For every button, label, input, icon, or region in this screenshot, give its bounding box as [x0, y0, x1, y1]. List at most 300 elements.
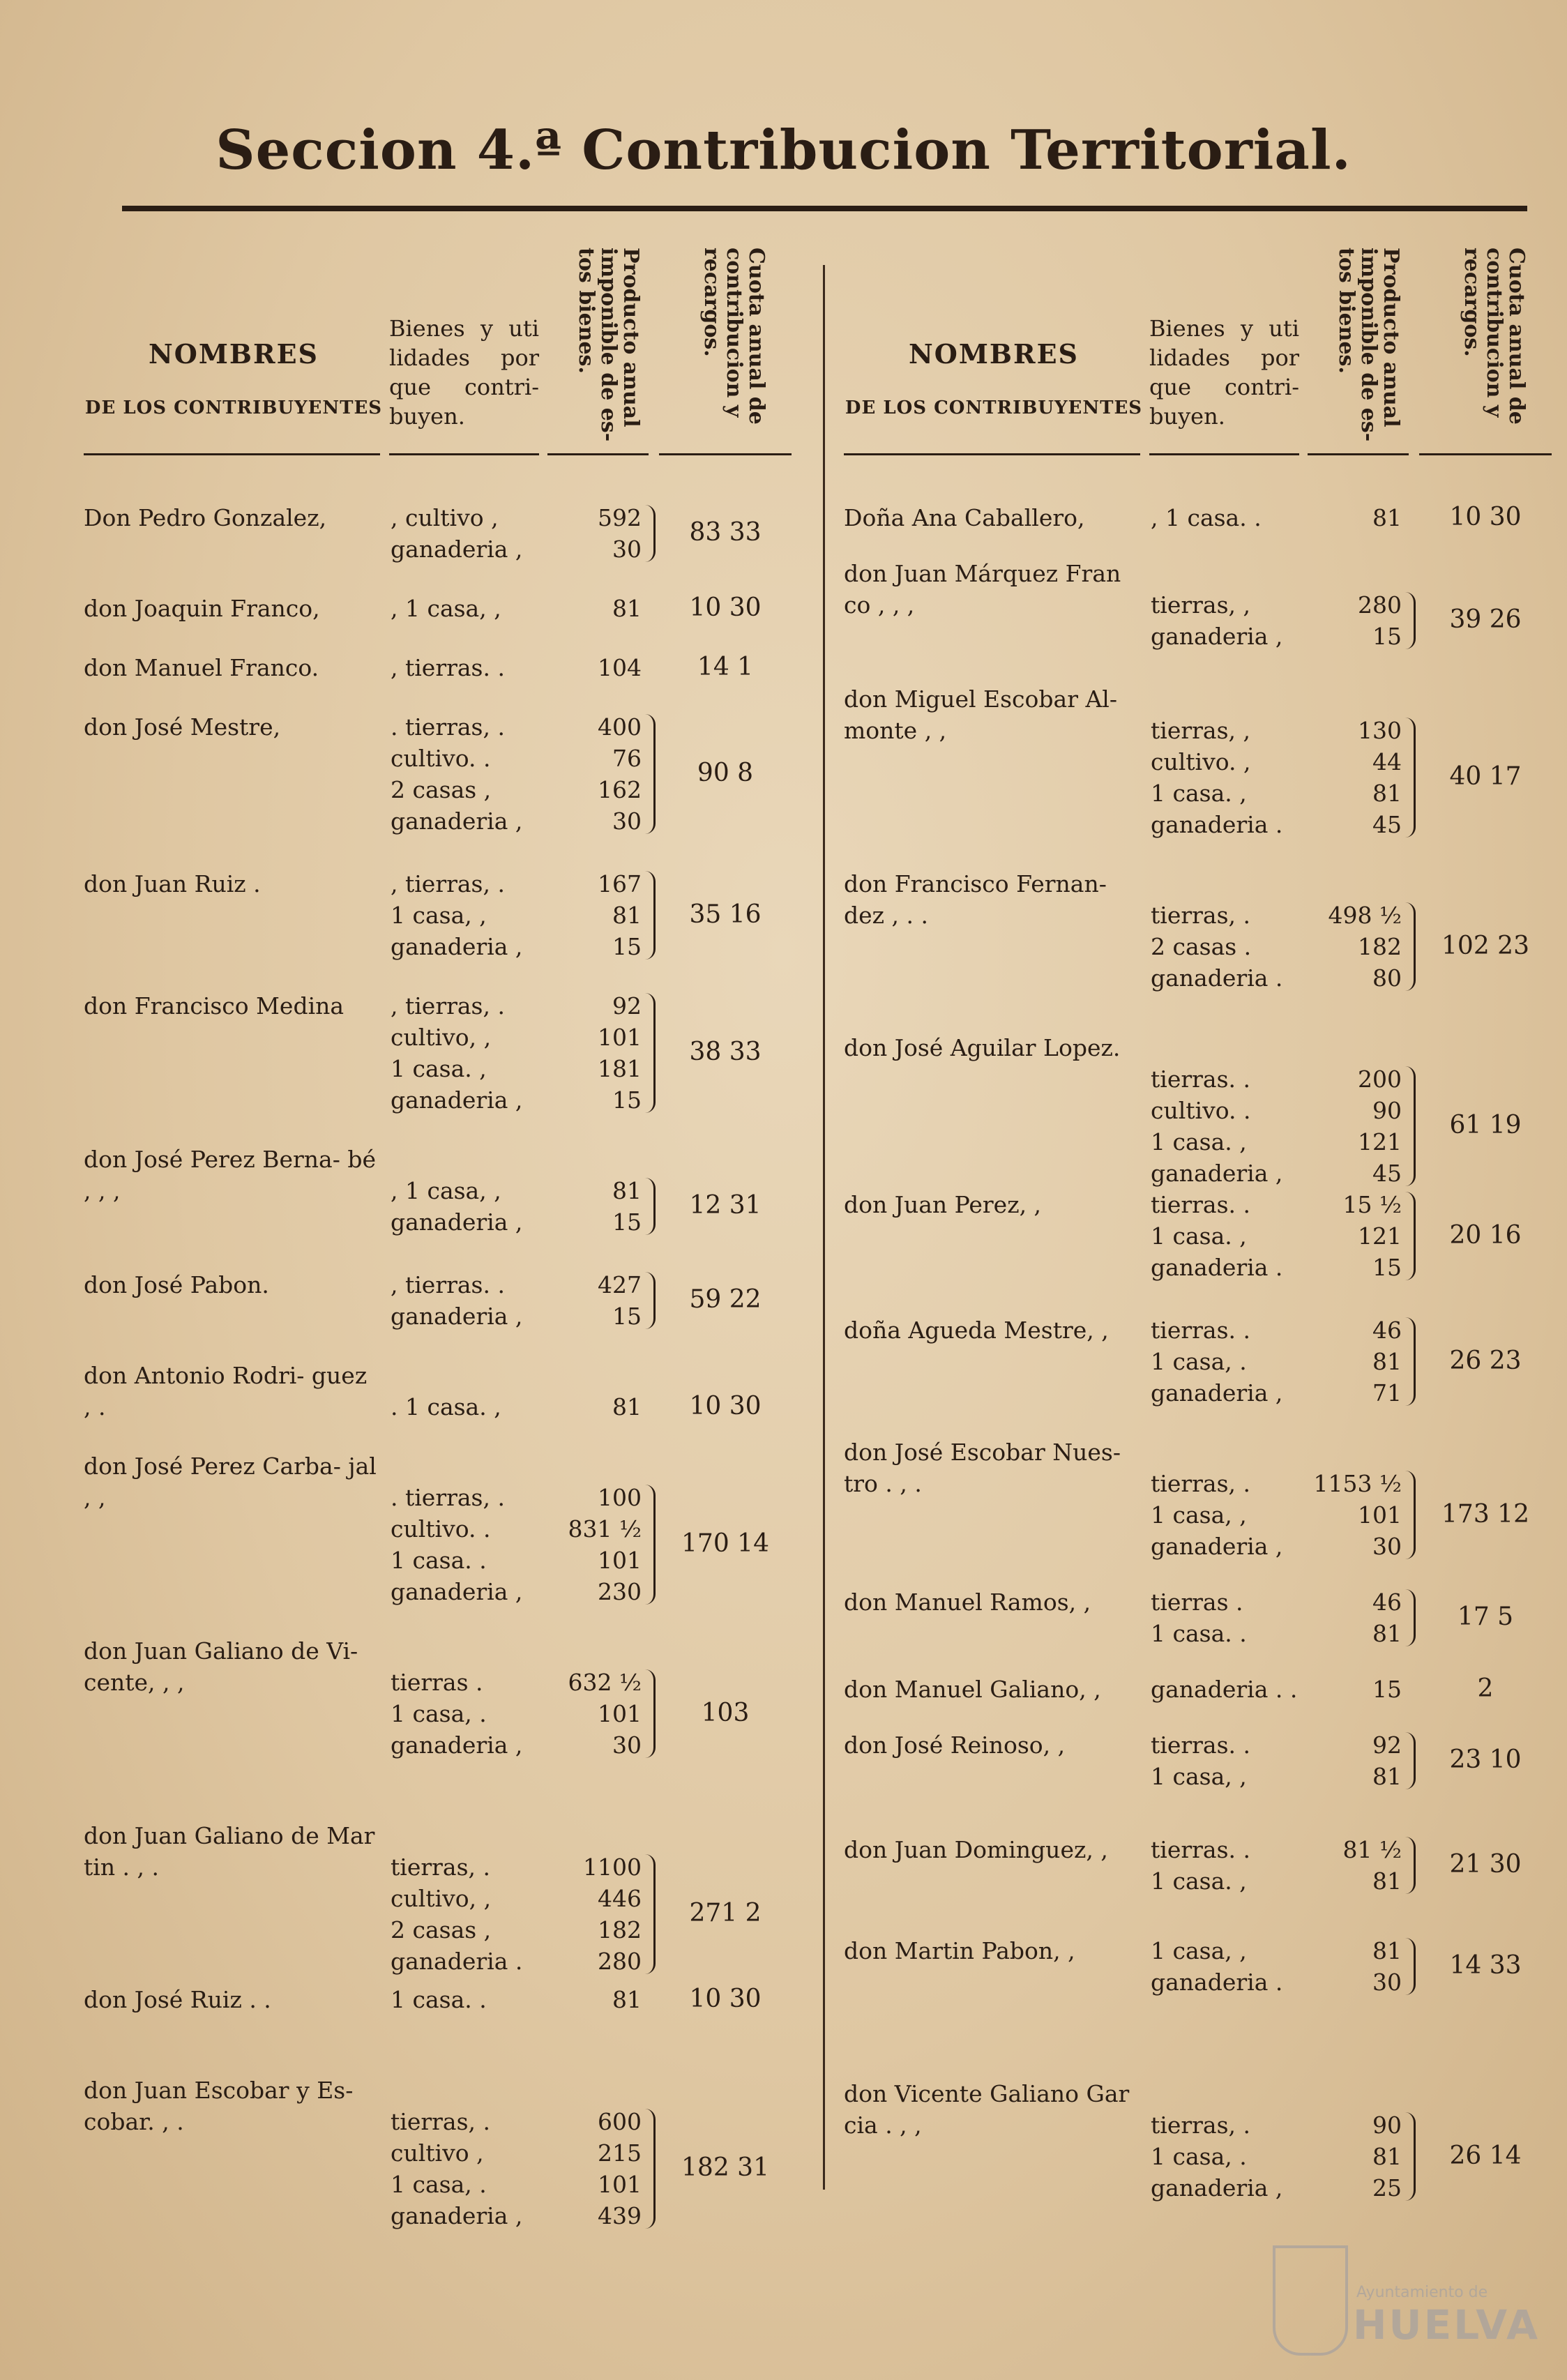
- header-rule: [659, 453, 792, 455]
- contributor-name: don Juan Galiano de Vi- cente, , ,: [84, 1637, 358, 1696]
- annual-quota: 14 33: [1449, 1951, 1522, 1980]
- property-item: [1151, 1063, 1402, 1095]
- header-names-subtitle: DE LOS CONTRIBUYENTES: [845, 397, 1143, 418]
- property-value: 181: [598, 1055, 642, 1082]
- property-value: 215: [598, 2139, 642, 2167]
- property-label: ganaderia ,: [391, 1303, 523, 1330]
- contributor-name: don Juan Márquez Fran co , , ,: [844, 560, 1121, 619]
- contributor-name: don Francisco Fernan- dez , . .: [844, 870, 1107, 929]
- annual-quota: 12 31: [689, 1191, 762, 1220]
- group-brace: [645, 505, 656, 562]
- property-value: 90: [1372, 2112, 1402, 2139]
- property-value: 280: [598, 1948, 642, 1975]
- group-brace: [1405, 1938, 1416, 1995]
- property-item: [391, 2106, 642, 2137]
- property-value: 81: [612, 902, 642, 929]
- property-value: 30: [612, 1731, 642, 1759]
- property-item: [1151, 1220, 1402, 1252]
- property-label: ganaderia ,: [391, 933, 523, 960]
- property-value: 81: [1372, 1867, 1402, 1895]
- property-label: ganaderia ,: [1151, 623, 1283, 650]
- property-item: [1151, 2172, 1402, 2204]
- contributor-name: don Manuel Ramos, ,: [844, 1589, 1091, 1616]
- property-label: 1 casa. ,: [1151, 1128, 1247, 1155]
- property-item: [391, 1984, 642, 2015]
- annual-quota: 26 23: [1449, 1346, 1522, 1375]
- property-label: ganaderia .: [391, 1948, 523, 1975]
- annual-quota: 103: [701, 1698, 750, 1727]
- annual-quota: 59 22: [689, 1285, 762, 1314]
- left-column: [84, 220, 795, 2229]
- group-brace: [1405, 718, 1416, 837]
- property-item: [1151, 809, 1402, 840]
- property-value: 600: [598, 2108, 642, 2135]
- property-label: tierras. .: [1151, 1731, 1250, 1759]
- property-value: 46: [1372, 1589, 1402, 1616]
- property-item: [1151, 589, 1402, 621]
- property-value: 81: [1372, 1763, 1402, 1790]
- property-item: [391, 805, 642, 837]
- property-item: [1151, 746, 1402, 778]
- property-value: 400: [598, 713, 642, 741]
- property-label: cultivo, ,: [391, 1885, 492, 1912]
- property-item: [1151, 778, 1402, 809]
- property-label: 1 casa. .: [391, 1547, 487, 1574]
- property-value: 101: [598, 1547, 642, 1574]
- header-producto: Producto anual imponible de es- tos bienes.: [574, 248, 643, 442]
- group-brace: [645, 1272, 656, 1329]
- property-item: [1151, 715, 1402, 746]
- property-item: [391, 1914, 642, 1946]
- property-items: [1151, 589, 1402, 652]
- property-items: [1151, 1729, 1402, 1792]
- property-label: , tierras, .: [391, 870, 505, 897]
- property-item: [1151, 900, 1402, 931]
- property-label: ganaderia . .: [1151, 1676, 1298, 1703]
- property-item: [391, 1698, 642, 1729]
- property-value: 101: [598, 1700, 642, 1727]
- property-items: [391, 1269, 642, 1332]
- property-items: [1151, 1468, 1402, 1562]
- property-label: tierras, .: [391, 1854, 490, 1881]
- contributor-name: don Miguel Escobar Al- monte , ,: [844, 685, 1118, 744]
- property-value: 30: [1372, 1969, 1402, 1996]
- property-value: 81: [1372, 1348, 1402, 1375]
- property-items: [391, 1175, 642, 1238]
- contributor-name: don Martin Pabon, ,: [844, 1937, 1075, 1964]
- property-value: 15: [612, 1086, 642, 1114]
- header-names-subtitle: DE LOS CONTRIBUYENTES: [84, 397, 383, 418]
- property-value: 81: [1372, 2143, 1402, 2170]
- property-item: [391, 1084, 642, 1116]
- property-label: , 1 casa, ,: [391, 595, 501, 622]
- property-item: [1151, 1377, 1402, 1409]
- property-value: 498 ½: [1328, 902, 1402, 929]
- annual-quota: 21 30: [1449, 1850, 1522, 1879]
- property-item: [391, 593, 642, 624]
- annual-quota: 20 16: [1449, 1220, 1522, 1250]
- annual-quota: 102 23: [1441, 931, 1529, 960]
- property-label: ganaderia ,: [391, 808, 523, 835]
- property-items: [1151, 1063, 1402, 1189]
- property-value: 15: [612, 933, 642, 960]
- property-item: [1151, 1935, 1402, 1966]
- property-value: 30: [612, 808, 642, 835]
- property-item: [1151, 1966, 1402, 1998]
- property-label: 1 casa, ,: [391, 902, 487, 929]
- property-items: [391, 1482, 642, 1607]
- annual-quota: 10 30: [689, 1984, 762, 2013]
- property-value: 92: [612, 992, 642, 1020]
- group-brace: [645, 1854, 656, 1974]
- annual-quota: 38 33: [689, 1038, 762, 1066]
- annual-quota: 10 30: [689, 593, 762, 622]
- header-rule: [1308, 453, 1409, 455]
- contributor-name: don José Perez Carba- jal , ,: [84, 1453, 377, 1511]
- header-rule: [547, 453, 649, 455]
- property-label: ganaderia ,: [391, 536, 523, 563]
- property-label: ganaderia .: [1151, 1969, 1283, 1996]
- property-label: ganaderia .: [1151, 964, 1283, 992]
- property-label: 1 casa, ,: [1151, 1937, 1247, 1964]
- huelva-logo: [1273, 2245, 1540, 2360]
- property-label: , cultivo ,: [391, 504, 499, 531]
- property-label: 1 casa, ,: [1151, 1501, 1247, 1529]
- group-brace: [645, 1178, 656, 1235]
- property-item: [1151, 931, 1402, 962]
- header-names: [84, 338, 384, 418]
- property-item: [1151, 1618, 1402, 1649]
- property-item: [391, 652, 642, 683]
- property-label: tierras. .: [1151, 1836, 1250, 1863]
- contributor-name: don Juan Ruiz .: [84, 870, 261, 897]
- property-item: [1151, 1468, 1402, 1499]
- property-item: [391, 743, 642, 774]
- property-value: 80: [1372, 964, 1402, 992]
- property-items: [1151, 1314, 1402, 1409]
- group-brace: [1405, 1589, 1416, 1646]
- property-item: [391, 900, 642, 931]
- property-value: 71: [1372, 1379, 1402, 1407]
- property-label: ganaderia ,: [391, 2202, 523, 2229]
- annual-quota: 26 14: [1449, 2141, 1522, 2170]
- property-value: 280: [1358, 591, 1402, 619]
- property-value: 15: [1372, 1676, 1402, 1703]
- contributor-name: don Francisco Medina: [84, 992, 345, 1020]
- property-label: 1 casa, .: [391, 1700, 487, 1727]
- property-value: 81: [1372, 780, 1402, 807]
- property-label: tierras .: [1151, 1589, 1243, 1616]
- property-label: ganaderia ,: [1151, 1533, 1283, 1560]
- property-label: ganaderia ,: [391, 1731, 523, 1759]
- contributor-name: don Juan Escobar y Es- cobar. , .: [84, 2077, 354, 2135]
- property-items: [1151, 502, 1402, 533]
- annual-quota: 17 5: [1457, 1602, 1514, 1631]
- property-items: [391, 652, 642, 683]
- property-items: [1151, 1586, 1402, 1649]
- property-items: [1151, 1834, 1402, 1897]
- contributor-name: don Juan Perez, ,: [844, 1191, 1042, 1218]
- header-rule: [1419, 453, 1552, 455]
- property-label: . tierras, .: [391, 713, 505, 741]
- property-label: cultivo, ,: [391, 1024, 492, 1051]
- property-value: 81: [1372, 1937, 1402, 1964]
- property-value: 81: [612, 1177, 642, 1204]
- property-items: [391, 593, 642, 624]
- property-item: [1151, 1095, 1402, 1126]
- property-item: [391, 1667, 642, 1698]
- annual-quota: 39 26: [1449, 605, 1522, 634]
- property-item: [1151, 1346, 1402, 1377]
- group-brace: [1405, 1471, 1416, 1559]
- property-items: [391, 868, 642, 962]
- property-value: 592: [598, 504, 642, 531]
- huelva-shield-icon: [1273, 2245, 1348, 2356]
- property-value: 45: [1372, 1160, 1402, 1187]
- property-label: 1 casa, .: [391, 2171, 487, 2198]
- contributor-name: don José Ruiz . .: [84, 1986, 271, 2013]
- contributor-name: don Juan Dominguez, ,: [844, 1836, 1108, 1863]
- property-item: [391, 1391, 642, 1423]
- property-item: [391, 1206, 642, 1238]
- property-label: 1 casa. .: [1151, 1620, 1247, 1647]
- property-item: [1151, 2109, 1402, 2141]
- property-label: , tierras. .: [391, 1271, 505, 1298]
- property-items: [391, 2106, 642, 2231]
- property-item: [391, 1053, 642, 1084]
- property-value: 182: [1358, 933, 1402, 960]
- property-items: [1151, 900, 1402, 994]
- property-label: 2 casas ,: [391, 1916, 492, 1943]
- property-item: [1151, 1729, 1402, 1761]
- property-item: [391, 774, 642, 805]
- property-item: [1151, 1761, 1402, 1792]
- property-value: 15: [1372, 1254, 1402, 1281]
- property-item: [391, 868, 642, 900]
- property-label: tierras. .: [1151, 1191, 1250, 1218]
- property-item: [1151, 1531, 1402, 1562]
- property-items: [391, 1851, 642, 1977]
- annual-quota: 23 10: [1449, 1745, 1522, 1774]
- property-label: cultivo. .: [1151, 1097, 1251, 1124]
- property-label: , 1 casa. .: [1151, 504, 1262, 531]
- header-bienes: Bienes y uti lidades por que contri- buyen.: [389, 315, 539, 430]
- property-label: tierras, .: [1151, 1470, 1250, 1497]
- property-item: [1151, 1126, 1402, 1158]
- property-label: tierras .: [391, 1669, 483, 1696]
- property-value: 427: [598, 1271, 642, 1298]
- property-label: ganaderia ,: [1151, 2174, 1283, 2201]
- property-value: 100: [598, 1484, 642, 1511]
- property-item: [391, 1022, 642, 1053]
- property-value: 15: [1372, 623, 1402, 650]
- property-items: [391, 711, 642, 837]
- contributor-name: don José Perez Berna- bé , , ,: [84, 1146, 376, 1204]
- property-label: tierras. .: [1151, 1066, 1250, 1093]
- annual-quota: 10 30: [1449, 502, 1522, 531]
- property-item: [391, 533, 642, 565]
- annual-quota: 40 17: [1449, 762, 1522, 791]
- property-label: tierras. .: [1151, 1317, 1250, 1344]
- contributor-name: don Antonio Rodri- guez , .: [84, 1362, 368, 1420]
- property-item: [391, 990, 642, 1022]
- property-item: [1151, 962, 1402, 994]
- contributor-name: don Manuel Franco.: [84, 654, 319, 681]
- property-item: [391, 1576, 642, 1607]
- annual-quota: 271 2: [689, 1899, 762, 1927]
- property-item: [1151, 1314, 1402, 1346]
- property-item: [391, 1545, 642, 1576]
- property-value: 130: [1358, 717, 1402, 744]
- property-value: 1100: [583, 1854, 642, 1881]
- property-value: 101: [598, 1024, 642, 1051]
- property-label: tierras, .: [1151, 2112, 1250, 2139]
- annual-quota: 14 1: [697, 652, 754, 681]
- property-items: [391, 1984, 642, 2015]
- property-label: 2 casas ,: [391, 776, 492, 803]
- group-brace: [645, 714, 656, 834]
- property-label: ganaderia ,: [391, 1086, 523, 1114]
- header-producto: Producto anual imponible de es- tos bienes.: [1334, 248, 1403, 442]
- property-value: 30: [612, 536, 642, 563]
- property-item: [1151, 1586, 1402, 1618]
- property-item: [391, 2169, 642, 2200]
- property-label: tierras, .: [1151, 902, 1250, 929]
- page-title: Seccion 4.ª Contribucion Territorial.: [215, 119, 1352, 182]
- property-value: 46: [1372, 1317, 1402, 1344]
- property-label: ganaderia ,: [1151, 1160, 1283, 1187]
- property-value: 101: [1358, 1501, 1402, 1529]
- property-label: cultivo ,: [391, 2139, 484, 2167]
- header-rule: [844, 453, 1140, 455]
- property-value: 81: [1372, 1620, 1402, 1647]
- property-value: 162: [598, 776, 642, 803]
- group-brace: [1405, 2112, 1416, 2201]
- contributor-name: don José Pabon.: [84, 1271, 269, 1298]
- annual-quota: 2: [1477, 1674, 1494, 1703]
- logo-small-text: Ayuntamiento de: [1356, 2284, 1488, 2301]
- property-label: ganaderia .: [1151, 811, 1283, 838]
- property-label: ganaderia .: [1151, 1254, 1283, 1281]
- group-brace: [645, 871, 656, 960]
- annual-quota: 83 33: [689, 518, 762, 547]
- annual-quota: 182 31: [681, 2153, 769, 2182]
- property-item: [391, 502, 642, 533]
- property-item: [391, 2200, 642, 2231]
- property-value: 121: [1358, 1128, 1402, 1155]
- title-rule: [122, 206, 1527, 211]
- property-item: [391, 1883, 642, 1914]
- property-item: [1151, 1499, 1402, 1531]
- property-value: 182: [598, 1916, 642, 1943]
- property-item: [391, 1301, 642, 1332]
- property-item: [391, 2137, 642, 2169]
- property-item: [1151, 1158, 1402, 1189]
- logo-big-text: HUELVA: [1353, 2301, 1540, 2349]
- property-item: [391, 711, 642, 743]
- property-item: [391, 1269, 642, 1301]
- contributor-name: don Joaquin Franco,: [84, 595, 320, 622]
- property-label: , tierras. .: [391, 654, 505, 681]
- contributor-name: don José Mestre,: [84, 713, 281, 741]
- property-label: ganaderia ,: [391, 1208, 523, 1236]
- contributor-name: don José Reinoso, ,: [844, 1731, 1066, 1759]
- property-items: [391, 1667, 642, 1761]
- property-value: 30: [1372, 1533, 1402, 1560]
- property-label: cultivo. .: [391, 745, 491, 772]
- group-brace: [1405, 1317, 1416, 1406]
- property-value: 81: [612, 1393, 642, 1420]
- property-value: 101: [598, 2171, 642, 2198]
- group-brace: [645, 1485, 656, 1605]
- property-items: [391, 502, 642, 565]
- property-label: 2 casas .: [1151, 933, 1252, 960]
- property-item: [1151, 502, 1402, 533]
- header-rule: [84, 453, 380, 455]
- property-value: 1153 ½: [1313, 1470, 1402, 1497]
- property-value: 81: [612, 1986, 642, 2013]
- contributor-name: doña Agueda Mestre, ,: [844, 1317, 1109, 1344]
- group-brace: [645, 1669, 656, 1758]
- header-rule: [1149, 453, 1299, 455]
- contributor-name: Doña Ana Caballero,: [844, 504, 1085, 531]
- header-bienes: Bienes y uti lidades por que contri- buyen.: [1149, 315, 1299, 430]
- property-item: [391, 1946, 642, 1977]
- property-items: [1151, 1189, 1402, 1283]
- property-value: 167: [598, 870, 642, 897]
- group-brace: [1405, 902, 1416, 991]
- annual-quota: 35 16: [689, 900, 762, 929]
- property-item: [391, 931, 642, 962]
- contributor-name: don Vicente Galiano Gar cia . , ,: [844, 2080, 1130, 2139]
- annual-quota: 90 8: [697, 759, 754, 787]
- annual-quota: 173 12: [1441, 1499, 1529, 1529]
- property-value: 446: [598, 1885, 642, 1912]
- property-items: [1151, 2109, 1402, 2204]
- property-value: 230: [598, 1578, 642, 1605]
- property-item: [1151, 621, 1402, 652]
- property-item: [1151, 1189, 1402, 1220]
- property-item: [391, 1482, 642, 1513]
- property-label: 1 casa, .: [1151, 1348, 1247, 1375]
- property-label: tierras, ,: [1151, 717, 1250, 744]
- property-value: 15: [612, 1208, 642, 1236]
- header-names: [844, 338, 1144, 418]
- property-value: 76: [612, 745, 642, 772]
- property-label: 1 casa. ,: [391, 1055, 487, 1082]
- property-items: [1151, 715, 1402, 840]
- property-items: [1151, 1674, 1402, 1705]
- property-label: tierras, .: [391, 2108, 490, 2135]
- header-names-title: NOMBRES: [908, 338, 1079, 370]
- property-label: 1 casa, ,: [1151, 1763, 1247, 1790]
- property-label: 1 casa, .: [1151, 2143, 1247, 2170]
- group-brace: [645, 2109, 656, 2229]
- contributor-name: don Juan Galiano de Mar tin . , .: [84, 1822, 375, 1881]
- property-items: [391, 1391, 642, 1423]
- contributor-name: don Manuel Galiano, ,: [844, 1676, 1101, 1703]
- property-item: [1151, 1674, 1402, 1705]
- property-value: 81 ½: [1342, 1836, 1402, 1863]
- group-brace: [1405, 592, 1416, 649]
- column-divider: [823, 265, 825, 2190]
- annual-quota: 170 14: [681, 1529, 769, 1558]
- property-item: [391, 1729, 642, 1761]
- property-items: [391, 990, 642, 1116]
- property-value: 200: [1358, 1066, 1402, 1093]
- property-items: [1151, 1935, 1402, 1998]
- property-value: 45: [1372, 811, 1402, 838]
